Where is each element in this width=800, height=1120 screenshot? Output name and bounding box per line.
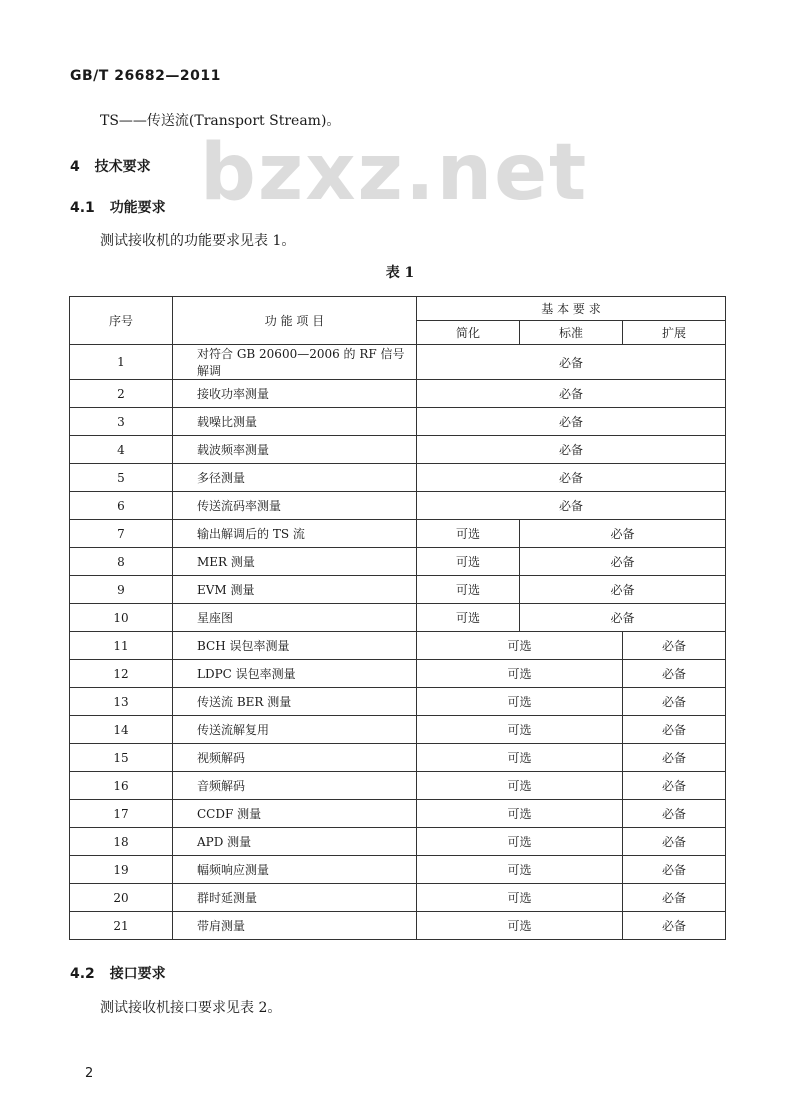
row-simplified: 可选 — [417, 548, 520, 576]
row-number: 19 — [70, 856, 173, 884]
row-extended: 必备 — [623, 744, 726, 772]
row-number: 4 — [70, 436, 173, 464]
row-simplified-standard: 可选 — [417, 632, 623, 660]
row-item: 多径测量 — [173, 464, 417, 492]
row-number: 20 — [70, 884, 173, 912]
table-row — [70, 380, 726, 408]
table-row — [70, 884, 726, 912]
table-row — [70, 408, 726, 436]
table-row — [70, 520, 726, 548]
row-item: 载波频率测量 — [173, 436, 417, 464]
row-number: 7 — [70, 520, 173, 548]
table-row — [70, 660, 726, 688]
row-number: 11 — [70, 632, 173, 660]
section-4-2-number: 4.2 — [70, 966, 95, 982]
row-extended: 必备 — [623, 716, 726, 744]
row-standard-extended: 必备 — [520, 604, 726, 632]
row-extended: 必备 — [623, 856, 726, 884]
table-row — [70, 828, 726, 856]
row-item: 传送流解复用 — [173, 716, 417, 744]
section-4-2-heading — [70, 963, 166, 983]
table-row — [70, 800, 726, 828]
row-item: MER 测量 — [173, 548, 417, 576]
paragraph-table1-ref: 测试接收机的功能要求见表 1。 — [100, 233, 296, 249]
watermark: bzxz.net — [200, 128, 589, 218]
row-number: 3 — [70, 408, 173, 436]
row-number: 13 — [70, 688, 173, 716]
header-simplified: 简化 — [417, 321, 520, 345]
row-extended: 必备 — [623, 688, 726, 716]
row-item: 幅频响应测量 — [173, 856, 417, 884]
row-number: 6 — [70, 492, 173, 520]
table-row — [70, 576, 726, 604]
row-requirement: 必备 — [417, 464, 726, 492]
row-item: 传送流 BER 测量 — [173, 688, 417, 716]
row-requirement: 必备 — [417, 408, 726, 436]
row-number: 16 — [70, 772, 173, 800]
section-4-title: 技术要求 — [94, 159, 151, 175]
row-number: 5 — [70, 464, 173, 492]
row-item: 输出解调后的 TS 流 — [173, 520, 417, 548]
row-item: EVM 测量 — [173, 576, 417, 604]
row-number: 12 — [70, 660, 173, 688]
header-standard: 标准 — [520, 321, 623, 345]
header-extended: 扩展 — [623, 321, 726, 345]
row-number: 8 — [70, 548, 173, 576]
row-simplified-standard: 可选 — [417, 912, 623, 940]
table-row — [70, 345, 726, 380]
paragraph-table2-ref: 测试接收机接口要求见表 2。 — [100, 1000, 282, 1016]
table-row — [70, 492, 726, 520]
row-item: 传送流码率测量 — [173, 492, 417, 520]
section-4-1-number: 4.1 — [70, 200, 95, 216]
row-number: 15 — [70, 744, 173, 772]
row-simplified-standard: 可选 — [417, 884, 623, 912]
table-row — [70, 688, 726, 716]
row-number: 9 — [70, 576, 173, 604]
row-item: 群时延测量 — [173, 884, 417, 912]
page-number: 2 — [85, 1066, 94, 1081]
section-4-1-title: 功能要求 — [109, 200, 166, 216]
row-item: 接收功率测量 — [173, 380, 417, 408]
header-item: 功 能 项 目 — [173, 297, 417, 345]
row-item: BCH 误包率测量 — [173, 632, 417, 660]
table-row — [70, 604, 726, 632]
row-requirement: 必备 — [417, 436, 726, 464]
row-item: 音频解码 — [173, 772, 417, 800]
table-row — [70, 856, 726, 884]
row-extended: 必备 — [623, 772, 726, 800]
table-row — [70, 436, 726, 464]
section-4-2-title: 接口要求 — [109, 966, 166, 982]
row-item: APD 测量 — [173, 828, 417, 856]
table-row — [70, 744, 726, 772]
row-simplified-standard: 可选 — [417, 800, 623, 828]
row-extended: 必备 — [623, 800, 726, 828]
row-number: 1 — [70, 345, 173, 380]
row-extended: 必备 — [623, 912, 726, 940]
row-simplified-standard: 可选 — [417, 744, 623, 772]
row-extended: 必备 — [623, 828, 726, 856]
function-requirements-table — [69, 296, 726, 940]
row-simplified: 可选 — [417, 604, 520, 632]
table-row — [70, 464, 726, 492]
section-4-1-heading — [70, 197, 166, 217]
table-row — [70, 912, 726, 940]
row-simplified-standard: 可选 — [417, 716, 623, 744]
row-item: 对符合 GB 20600—2006 的 RF 信号解调 — [173, 345, 417, 380]
row-extended: 必备 — [623, 884, 726, 912]
row-extended: 必备 — [623, 660, 726, 688]
row-number: 17 — [70, 800, 173, 828]
row-requirement: 必备 — [417, 380, 726, 408]
row-item: 带肩测量 — [173, 912, 417, 940]
row-item: 视频解码 — [173, 744, 417, 772]
row-item: CCDF 测量 — [173, 800, 417, 828]
row-number: 21 — [70, 912, 173, 940]
table-row — [70, 772, 726, 800]
section-4-number: 4 — [70, 159, 80, 175]
row-item: LDPC 误包率测量 — [173, 660, 417, 688]
row-number: 14 — [70, 716, 173, 744]
row-extended: 必备 — [623, 632, 726, 660]
row-simplified-standard: 可选 — [417, 828, 623, 856]
row-simplified: 可选 — [417, 520, 520, 548]
row-standard-extended: 必备 — [520, 548, 726, 576]
row-simplified-standard: 可选 — [417, 856, 623, 884]
row-number: 18 — [70, 828, 173, 856]
header-basic-requirements: 基 本 要 求 — [417, 297, 726, 321]
row-requirement: 必备 — [417, 492, 726, 520]
row-simplified: 可选 — [417, 576, 520, 604]
row-simplified-standard: 可选 — [417, 660, 623, 688]
row-item: 星座图 — [173, 604, 417, 632]
row-simplified-standard: 可选 — [417, 772, 623, 800]
table-row — [70, 548, 726, 576]
section-4-heading — [70, 156, 151, 176]
row-simplified-standard: 可选 — [417, 688, 623, 716]
table-row — [70, 632, 726, 660]
row-requirement: 必备 — [417, 345, 726, 380]
standard-code: GB/T 26682—2011 — [70, 68, 221, 84]
row-number: 2 — [70, 380, 173, 408]
table-caption: 表 1 — [385, 265, 415, 281]
table-row — [70, 716, 726, 744]
ts-definition: TS——传送流(Transport Stream)。 — [100, 113, 341, 129]
row-standard-extended: 必备 — [520, 520, 726, 548]
row-item: 载噪比测量 — [173, 408, 417, 436]
table-header — [70, 297, 726, 345]
row-number: 10 — [70, 604, 173, 632]
row-standard-extended: 必备 — [520, 576, 726, 604]
header-seq: 序号 — [70, 297, 173, 345]
